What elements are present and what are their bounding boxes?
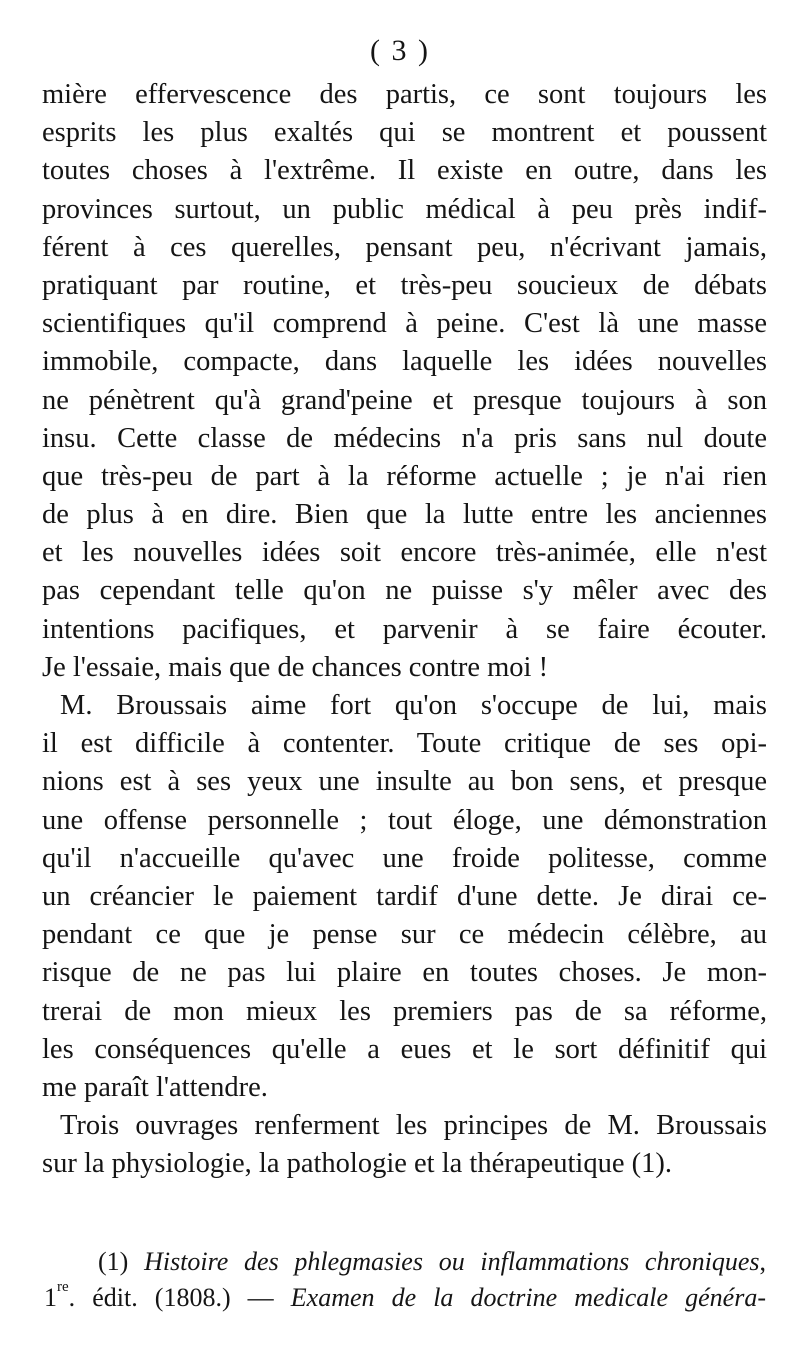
text-line: Trois ouvrages renferment les principes de M. Broussais	[60, 1110, 767, 1142]
paragraph-3	[42, 1107, 767, 1183]
text-line: férent à ces querelles, pensant peu, n'écrivant jamais,	[42, 231, 767, 263]
footnote-title-italic: Histoire des phlegmasies ou inflammations chroniques	[144, 1247, 760, 1276]
footnote-edition-number: 1	[44, 1283, 57, 1312]
text-line: Je l'essaie, mais que de chances contre moi !	[42, 651, 549, 683]
text-line: de plus à en dire. Bien que la lutte entre les anciennes	[42, 499, 767, 531]
text-line: M. Broussais aime fort qu'on s'occupe de lui, mais	[60, 690, 767, 721]
text-line: qu'il n'accueille qu'avec une froide politesse, comme	[42, 842, 767, 874]
footnote-marker: (1)	[98, 1247, 129, 1276]
footnote-second-title-italic: Examen de la doctrine medicale généra-	[290, 1283, 766, 1312]
text-line: insu. Cette classe de médecins n'a pris sans nul doute	[42, 422, 767, 454]
text-line: toutes choses à l'extrême. Il existe en outre, dans les	[42, 155, 767, 187]
footnote-edition-sup: re	[57, 1279, 69, 1295]
text-line: intentions pacifiques, et parvenir à se faire écouter.	[42, 613, 767, 645]
footnote-edition-text: . édit. (1808.) —	[68, 1283, 274, 1312]
text-line: sur la physiologie, la pathologie et la thérapeutique (1).	[42, 1148, 672, 1180]
text-line: nions est à ses yeux une insulte au bon sens, et presque	[42, 766, 767, 798]
footnote-line	[44, 1280, 766, 1316]
text-line: mière effervescence des partis, ce sont toujours les	[42, 79, 767, 110]
text-line: esprits les plus exaltés qui se montrent et poussent	[42, 117, 767, 149]
text-line: une offense personnelle ; tout éloge, une démonstration	[42, 804, 767, 836]
text-line: et les nouvelles idées soit encore très-animée, elle n'est	[42, 537, 767, 569]
text-line: un créancier le paiement tardif d'une dette. Je dirai ce-	[42, 880, 767, 912]
text-line: trerai de mon mieux les premiers pas de sa réforme,	[42, 995, 767, 1027]
footnote	[44, 1244, 766, 1316]
page-number: ( 3 )	[370, 34, 430, 67]
footnote-comma: ,	[759, 1247, 767, 1276]
paragraph-1	[42, 76, 767, 687]
text-line: immobile, compacte, dans laquelle les idées nouvelles	[42, 346, 767, 378]
text-line: pas cependant telle qu'on ne puisse s'y mêler avec des	[42, 575, 767, 607]
paragraph-2	[42, 687, 767, 1107]
footnote-line	[44, 1244, 766, 1280]
text-line: provinces surtout, un public médical à peu près indif-	[42, 193, 767, 225]
text-line: que très-peu de part à la réforme actuelle ; je n'ai rien	[42, 460, 767, 492]
body-text	[42, 76, 767, 1183]
text-line: pratiquant par routine, et très-peu soucieux de débats	[42, 269, 767, 301]
text-line: scientifiques qu'il comprend à peine. C'est là une masse	[42, 308, 767, 340]
text-line: pendant ce que je pense sur ce médecin célèbre, au	[42, 919, 767, 951]
text-line: ne pénètrent qu'à grand'peine et presque toujours à son	[42, 384, 767, 416]
text-line: il est difficile à contenter. Toute critique de ses opi-	[42, 728, 767, 760]
text-line: risque de ne pas lui plaire en toutes choses. Je mon-	[42, 957, 767, 989]
text-line: les conséquences qu'elle a eues et le sort définitif qui	[42, 1033, 767, 1065]
text-line: me paraît l'attendre.	[42, 1071, 268, 1103]
